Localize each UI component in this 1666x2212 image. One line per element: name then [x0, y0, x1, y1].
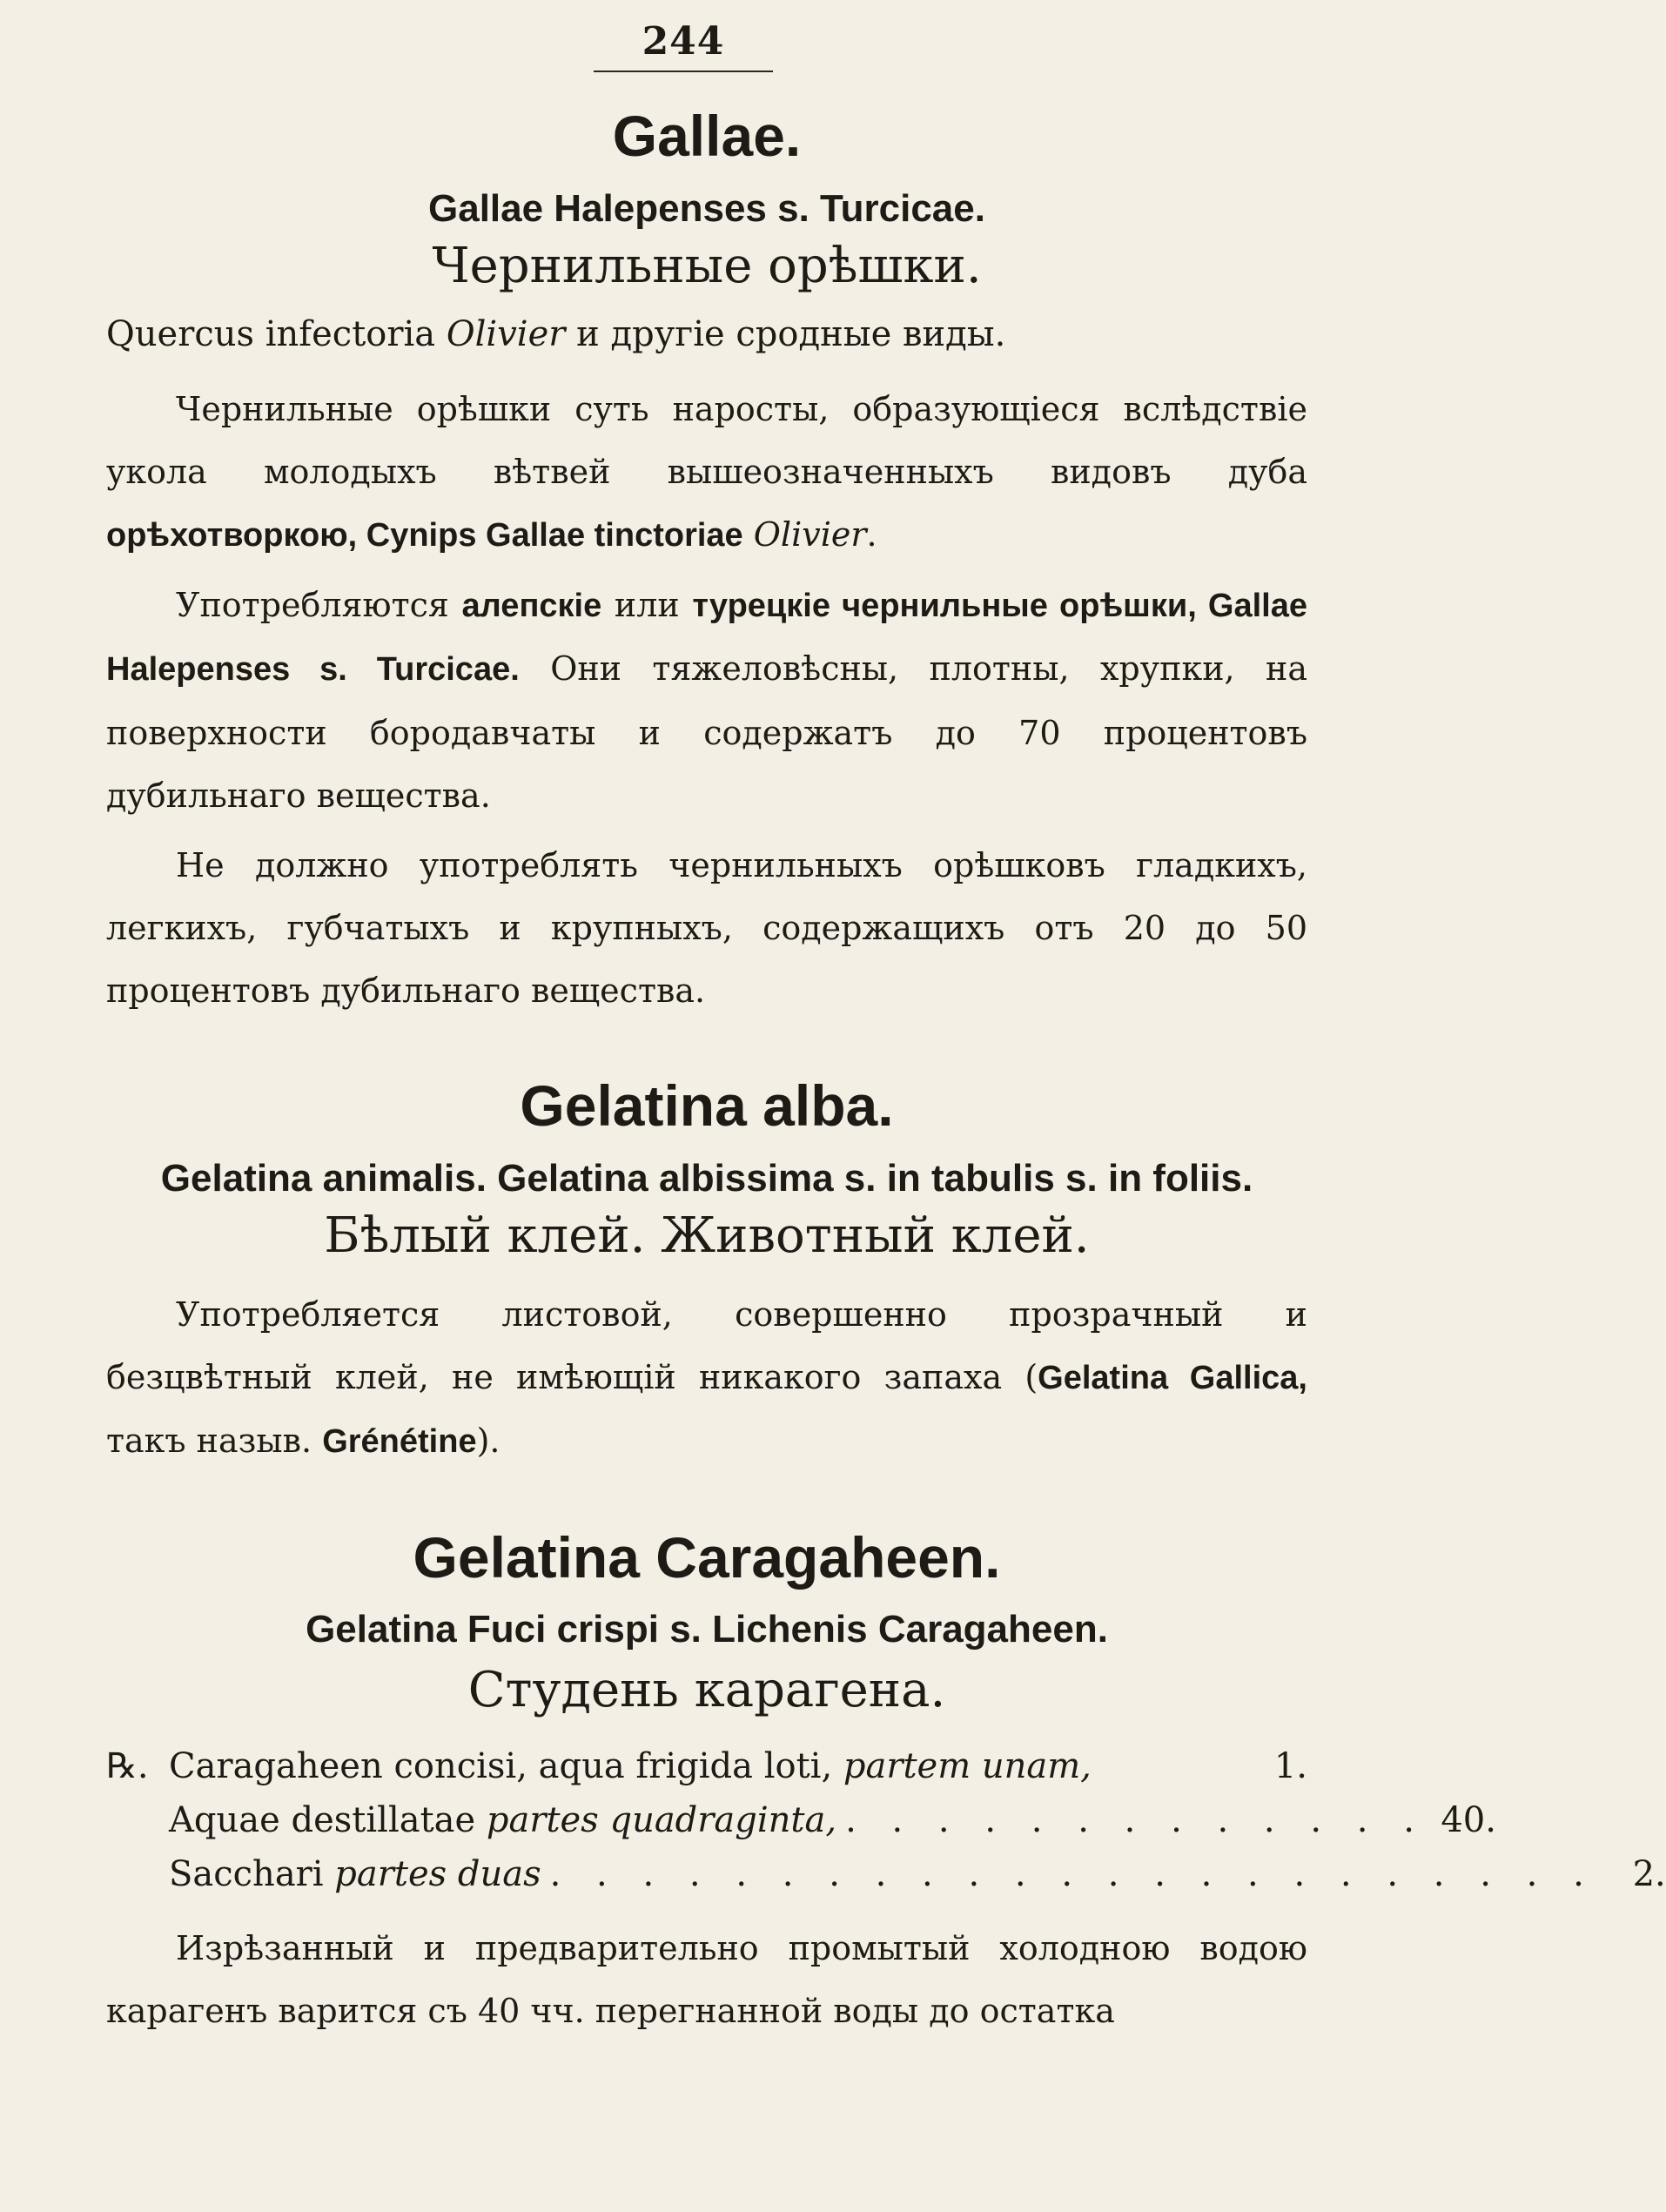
recipe-ingredient: Aquae destillatae: [169, 1800, 476, 1841]
recipe-quantity-text: partem unam,: [843, 1746, 1092, 1787]
species-latin: Quercus infectoria: [106, 313, 436, 354]
paragraph-text: Употребляются: [176, 586, 449, 625]
paragraph-text: Употребляется листовой, совершенно прозрачный и безцвѣтный клей, не имѣющій никакого запаха (: [106, 1295, 1307, 1397]
section-title: Gelatina alba.: [520, 1073, 894, 1139]
paragraph-bold: алепскіе: [461, 588, 602, 625]
paragraph-end: .: [866, 514, 877, 554]
section-gallae: [106, 104, 1307, 1022]
paragraph-author: Olivier: [753, 514, 867, 554]
page-header: [0, 19, 1367, 72]
recipe-line-text: [106, 1847, 541, 1901]
paragraph-bold: турецкіе чернильные орѣшки, Gallae Halepenses s. Turcicae.: [106, 588, 1307, 689]
species-rest: и другіе сродные виды.: [576, 313, 1006, 354]
recipe-symbol: ℞.: [106, 1746, 149, 1787]
recipe-qty: 1.: [1273, 1746, 1307, 1787]
section-title: Gelatina Caragaheen.: [413, 1524, 1001, 1590]
paragraph-text: Чернильные орѣшки суть наросты, образующіеся вслѣдствіе укола молодыхъ вѣтвей вышеозначенныхъ видовъ дуба: [106, 389, 1307, 491]
recipe-line: [106, 1793, 1496, 1847]
paragraph-text: или: [614, 586, 680, 625]
leader-dots: . . . . . . . . . . . . . . . . . . . . . . .: [549, 1854, 1596, 1895]
section-russian-title: Чернильные орѣшки.: [432, 237, 982, 294]
paragraph-bold: Grénétine: [322, 1423, 477, 1461]
recipe-qty: 2.: [1632, 1854, 1666, 1895]
paragraph: Изрѣзанный и предварительно промытый холодною водою карагенъ варится съ 40 чч. перегнанной воды до остатка: [106, 1929, 1307, 2031]
recipe-quantity-text: partes quadraginta,: [486, 1800, 837, 1841]
paragraph-text: Они тяжеловѣсны, плотны, хрупки, на поверхности бородавчаты и содержатъ до 70 процентовъ дубильнаго вещества.: [106, 649, 1307, 815]
species-line: [106, 301, 1307, 367]
recipe-line: [106, 1739, 1307, 1793]
recipe: [106, 1739, 1666, 1901]
paragraph: [106, 574, 1307, 827]
section-subtitle: Gallae Halepenses s. Turcicae.: [428, 186, 985, 230]
paragraph-text: ).: [476, 1422, 500, 1461]
page-content: [106, 104, 1666, 2043]
recipe-quantity-text: partes duas: [334, 1854, 541, 1895]
recipe-line-text: [106, 1793, 836, 1847]
paragraph: [106, 378, 1307, 568]
section-gelatina-alba: [106, 1074, 1307, 1473]
paragraph-bold: орѣхотворкою, Cynips Gallae tinctoriae: [106, 516, 743, 554]
recipe-qty: 40.: [1441, 1800, 1496, 1841]
section-russian-title: Бѣлый клей. Животный клей.: [324, 1207, 1090, 1265]
recipe-line-text: [106, 1739, 1092, 1793]
recipe-ingredient: Caragaheen concisi, aqua frigida loti,: [169, 1746, 833, 1787]
paragraph-text: такъ назыв.: [106, 1422, 312, 1461]
recipe-line: [106, 1847, 1666, 1901]
leader-dots: . . . . . . . . . . . . .: [845, 1800, 1427, 1841]
paragraph-bold: Gelatina Gallica,: [1038, 1360, 1307, 1397]
section-subtitle: Gelatina animalis. Gelatina albissima s. in tabulis s. in foliis.: [160, 1157, 1253, 1200]
paragraph: [106, 1283, 1307, 1474]
section-title: Gallae.: [612, 104, 802, 168]
species-author: Olivier: [446, 313, 566, 354]
section-subtitle: Gelatina Fuci crispi s. Lichenis Caragaheen.: [306, 1608, 1108, 1651]
recipe-ingredient: Sacchari: [169, 1854, 324, 1895]
page-number: 244: [642, 19, 725, 64]
paragraph: Не должно употреблять чернильныхъ орѣшковъ гладкихъ, легкихъ, губчатыхъ и крупныхъ, содержащихъ отъ 20 до 50 процентовъ дубильнаго вещества.: [106, 845, 1307, 1011]
section-russian-title: Студень карагена.: [467, 1662, 946, 1719]
header-rule: [594, 71, 773, 72]
section-gelatina-caragaheen: [106, 1524, 1666, 2043]
